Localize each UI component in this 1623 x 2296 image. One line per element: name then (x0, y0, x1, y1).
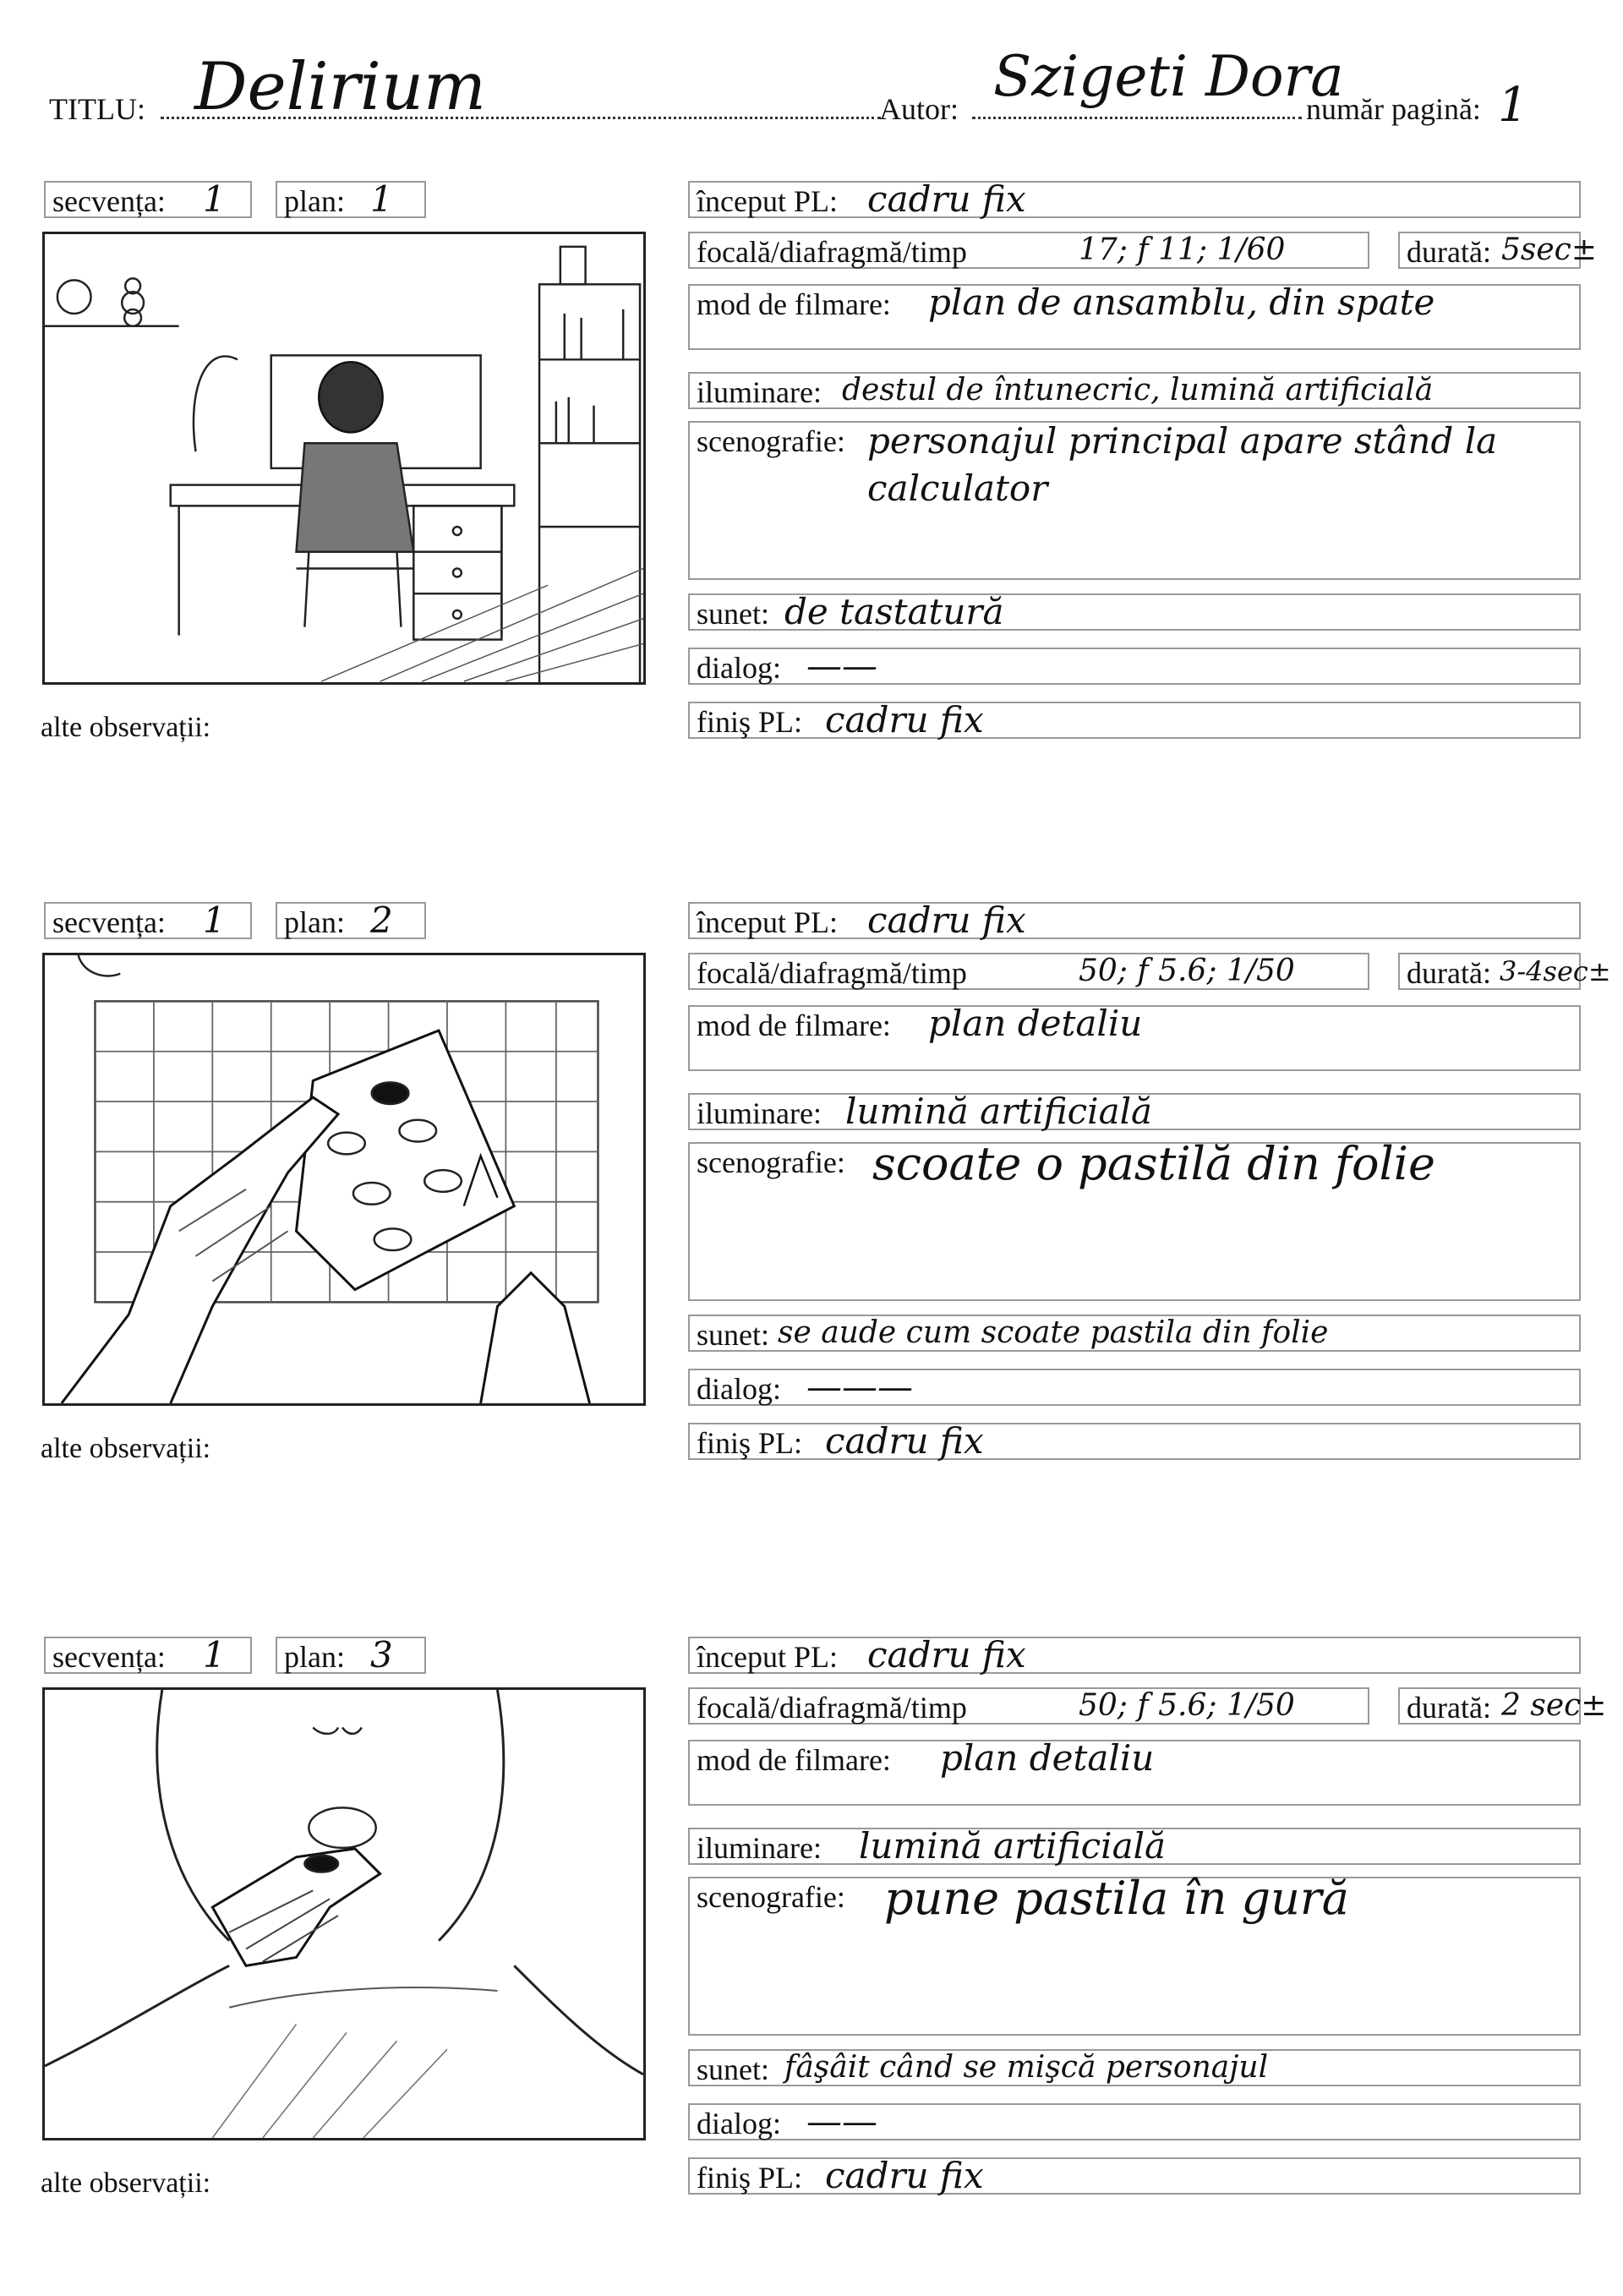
start-label: început PL: (697, 905, 838, 939)
mode-value: plan de ansamblu, din spate (928, 282, 1435, 323)
start-field[interactable] (688, 178, 1581, 220)
plan-label: plan: (284, 905, 345, 939)
start-value: cadru fix (867, 1634, 1026, 1676)
title-value[interactable]: Delirium (194, 49, 487, 125)
duration-label: durată: (1407, 956, 1491, 990)
focal-label: focală/diafragmă/timp (697, 1691, 967, 1725)
finish-value: cadru fix (825, 699, 984, 741)
mode-field[interactable] (688, 1737, 1581, 1806)
notes-label: alte observații: (41, 712, 211, 743)
duration-field[interactable] (1398, 232, 1598, 269)
finish-label: finiş PL: (697, 1426, 803, 1460)
face-hand-pill-sketch-icon (45, 1690, 643, 2138)
finish-label: finiş PL: (697, 705, 803, 739)
page-number-label: număr pagină: (1306, 92, 1481, 126)
sequence-field[interactable] (44, 178, 252, 220)
sound-field[interactable] (688, 2049, 1581, 2086)
mode-value: plan detaliu (928, 1003, 1143, 1044)
scenography-value: personajul principal apare stând la calculator (867, 420, 1498, 509)
mode-field[interactable] (688, 284, 1581, 350)
mode-label: mod de filmare: (697, 287, 891, 321)
dialog-value: —— (806, 2101, 877, 2142)
start-field[interactable] (688, 1634, 1581, 1676)
duration-field[interactable] (1398, 1687, 1607, 1725)
start-value: cadru fix (867, 178, 1026, 220)
scenography-field[interactable] (688, 1137, 1581, 1301)
start-value: cadru fix (867, 899, 1026, 941)
duration-field[interactable] (1398, 953, 1611, 990)
sound-value: de tastatură (784, 591, 1004, 632)
start-label: început PL: (697, 1640, 838, 1674)
plan-field[interactable] (276, 178, 426, 220)
duration-value: 5sec± (1501, 232, 1598, 267)
scenography-value: scoate o pastilă din folie (872, 1137, 1436, 1190)
lighting-field[interactable] (688, 1825, 1581, 1867)
lighting-value: lumină artificială (859, 1825, 1167, 1867)
author-value[interactable]: Szigeti Dora (993, 44, 1344, 109)
storyboard-frame[interactable] (42, 953, 646, 1406)
dialog-value: —— (806, 645, 877, 686)
plan-value: 1 (370, 178, 393, 220)
plan-value: 2 (370, 899, 393, 941)
sequence-field[interactable] (44, 899, 252, 941)
scenography-label: scenografie: (697, 1145, 845, 1179)
sound-field[interactable] (688, 593, 1581, 631)
sequence-label: secvența: (52, 1640, 166, 1674)
focal-field[interactable] (688, 232, 1369, 269)
start-label: început PL: (697, 184, 838, 218)
plan-field[interactable] (276, 899, 426, 941)
sequence-label: secvența: (52, 184, 166, 218)
shot-block (0, 721, 1623, 1482)
scenography-label: scenografie: (697, 424, 845, 458)
shot-block (0, 1456, 1623, 2217)
sound-field[interactable] (688, 1315, 1581, 1352)
dialog-field[interactable] (688, 1366, 1581, 1408)
title-label: TITLU: (49, 92, 145, 126)
duration-label: durată: (1407, 1691, 1491, 1725)
duration-label: durată: (1407, 235, 1491, 269)
plan-label: plan: (284, 1640, 345, 1674)
mode-value: plan detaliu (940, 1737, 1155, 1779)
lighting-value: lumină artificială (845, 1091, 1153, 1132)
plan-value: 3 (370, 1634, 393, 1676)
focal-value: 50; f 5.6; 1/50 (1079, 1688, 1295, 1723)
lighting-field[interactable] (688, 372, 1581, 409)
scenography-field[interactable] (688, 421, 1581, 580)
sound-label: sunet: (697, 1318, 769, 1352)
lighting-label: iluminare: (697, 375, 822, 409)
finish-value: cadru fix (825, 2155, 984, 2196)
storyboard-frame[interactable] (42, 232, 646, 685)
focal-value: 17; f 11; 1/60 (1079, 232, 1286, 267)
dialog-label: dialog: (697, 2107, 781, 2140)
dialog-label: dialog: (697, 651, 781, 685)
sequence-value: 1 (203, 1634, 226, 1676)
sound-label: sunet: (697, 597, 769, 631)
finish-label: finiş PL: (697, 2161, 803, 2195)
lighting-value: destul de întunecric, lumină artificială (842, 373, 1434, 407)
finish-value: cadru fix (825, 1420, 984, 1462)
plan-label: plan: (284, 184, 345, 218)
duration-value: 3-4sec± (1500, 955, 1611, 987)
mode-field[interactable] (688, 1005, 1581, 1071)
scenography-value: pune pastila în gură (884, 1872, 1349, 1925)
dialog-field[interactable] (688, 645, 1581, 686)
author-label: Autor: (879, 92, 959, 126)
scenography-field[interactable] (688, 1872, 1581, 2036)
notes-label: alte observații: (41, 2168, 211, 2199)
focal-field[interactable] (688, 1687, 1369, 1725)
person-at-desk-sketch-icon (45, 234, 643, 682)
lighting-label: iluminare: (697, 1831, 822, 1865)
focal-field[interactable] (688, 953, 1369, 990)
sequence-value: 1 (203, 899, 226, 941)
sequence-field[interactable] (44, 1634, 252, 1676)
shot-block (0, 0, 1623, 761)
lighting-field[interactable] (688, 1093, 1581, 1130)
sound-value: fâşâit când se mişcă personajul (784, 2050, 1269, 2085)
mode-label: mod de filmare: (697, 1009, 891, 1042)
sound-label: sunet: (697, 2053, 769, 2086)
focal-value: 50; f 5.6; 1/50 (1079, 954, 1295, 988)
sound-value: se aude cum scoate pastila din folie (778, 1315, 1329, 1350)
plan-field[interactable] (276, 1634, 426, 1676)
sequence-value: 1 (203, 178, 226, 220)
sequence-label: secvența: (52, 905, 166, 939)
finish-field[interactable] (688, 2157, 1581, 2195)
page-number-value[interactable]: 1 (1498, 78, 1528, 133)
scenography-label: scenografie: (697, 1880, 845, 1914)
duration-value: 2 sec± (1501, 1688, 1607, 1723)
dialog-label: dialog: (697, 1372, 781, 1406)
start-field[interactable] (688, 899, 1581, 941)
finish-field[interactable] (688, 1420, 1581, 1462)
lighting-label: iluminare: (697, 1096, 822, 1130)
focal-label: focală/diafragmă/timp (697, 235, 967, 269)
dialog-value: ——— (806, 1366, 913, 1408)
dialog-field[interactable] (688, 2103, 1581, 2140)
storyboard-frame[interactable] (42, 1687, 646, 2140)
hands-pill-blister-sketch-icon (45, 955, 643, 1403)
focal-label: focală/diafragmă/timp (697, 956, 967, 990)
notes-label: alte observații: (41, 1433, 211, 1464)
mode-label: mod de filmare: (697, 1743, 891, 1777)
